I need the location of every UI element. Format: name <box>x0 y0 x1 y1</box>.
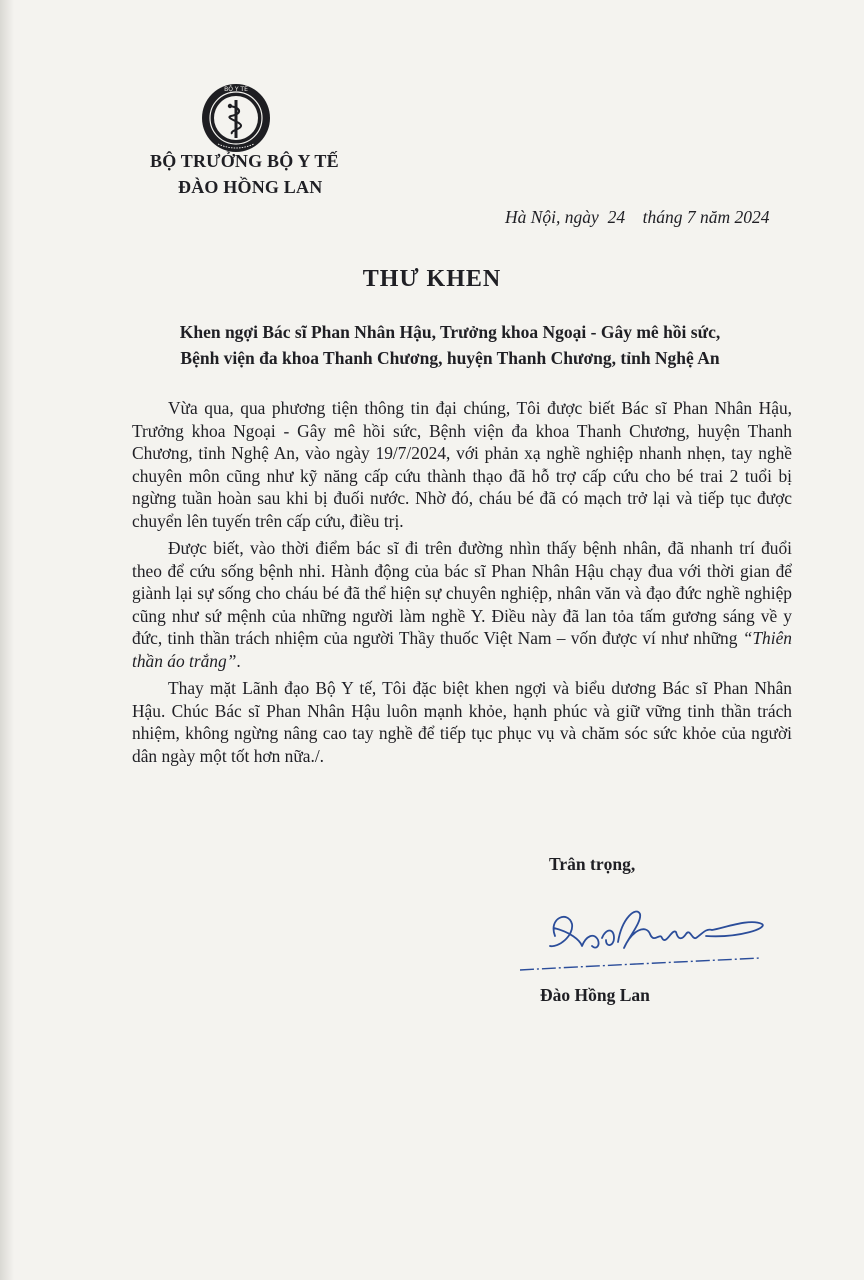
paper-edge-shadow <box>0 0 14 1280</box>
document-title: THƯ KHEN <box>362 266 502 292</box>
ministry-emblem-icon <box>200 82 272 154</box>
document-subtitle <box>120 319 780 371</box>
body-paragraph-2 <box>132 537 792 672</box>
closing-salutation: Trân trọng, <box>549 854 636 874</box>
body-paragraph-1: Vừa qua, qua phương tiện thông tin đại chúng, Tôi được biết Bác sĩ Phan Nhân Hậu, Trưởng khoa Ngoại - Gây mê hồi sức, Bệnh viện đa khoa Thanh Chương, huyện Thanh Chương, tỉnh Nghệ An, vào ngày 19/7/2024, với phản xạ nghề nghiệp nhanh nhẹn, tay nghề chuyên môn cũng như kỹ năng cấp cứu thành thạo đã hỗ trợ cấp cứu cho bé trai 2 tuổi bị ngừng tuần hoàn sau khi bị đuối nước. Nhờ đó, cháu bé đã có mạch trở lại và tiếp tục được chuyển lên tuyến trên cấp cứu, điều trị. <box>132 398 792 531</box>
handwritten-signature <box>510 888 770 983</box>
subtitle-line-1: Khen ngợi Bác sĩ Phan Nhân Hậu, Trưởng khoa Ngoại - Gây mê hồi sức, <box>179 322 721 342</box>
issuer-title: BỘ TRƯỞNG BỘ Y TẾ <box>150 151 339 171</box>
issue-date <box>505 207 769 228</box>
date-prefix: Hà Nội, ngày <box>505 207 599 227</box>
body-paragraph-3: Thay mặt Lãnh đạo Bộ Y tế, Tôi đặc biệt khen ngợi và biểu dương Bác sĩ Phan Nhân Hậu. Chúc Bác sĩ Phan Nhân Hậu luôn mạnh khỏe, hạnh phúc và giữ vững tinh thần trách nhiệm, không ngừng nâng cao tay nghề để tiếp tục phục vụ và chăm sóc sức khỏe của người dân ngày một tốt hơn nữa./. <box>132 678 792 766</box>
issuer-block <box>150 148 339 200</box>
issuer-name: ĐÀO HỒNG LAN <box>178 177 323 197</box>
subtitle-line-2: Bệnh viện đa khoa Thanh Chương, huyện Thanh Chương, tỉnh Nghệ An <box>180 348 720 368</box>
date-suffix: tháng 7 năm 2024 <box>642 207 770 227</box>
signer-name: Đào Hồng Lan <box>540 985 650 1005</box>
paragraph-2-end: . <box>236 650 241 671</box>
paragraph-2-text: Được biết, vào thời điểm bác sĩ đi trên đường nhìn thấy bệnh nhân, đã nhanh trí đuổi theo để cứu sống bệnh nhi. Hành động của bác sĩ Phan Nhân Hậu chạy đua với thời gian để giành lại sự sống cho cháu bé đã thể hiện sự chuyên nghiệp, nhân văn và đạo đức nghề nghiệp cũng như sứ mệnh của những người làm nghề Y. Điều này đã lan tỏa tấm gương sáng về y đức, tinh thần trách nhiệm của người Thầy thuốc Việt Nam – vốn được ví như những <box>132 538 792 648</box>
paragraph-2-quote: “Thiên thần áo trắng” <box>132 628 792 671</box>
emblem-text: BỘ Y TẾ <box>224 86 248 93</box>
date-day: 24 <box>607 207 626 227</box>
letter-body <box>132 397 792 772</box>
